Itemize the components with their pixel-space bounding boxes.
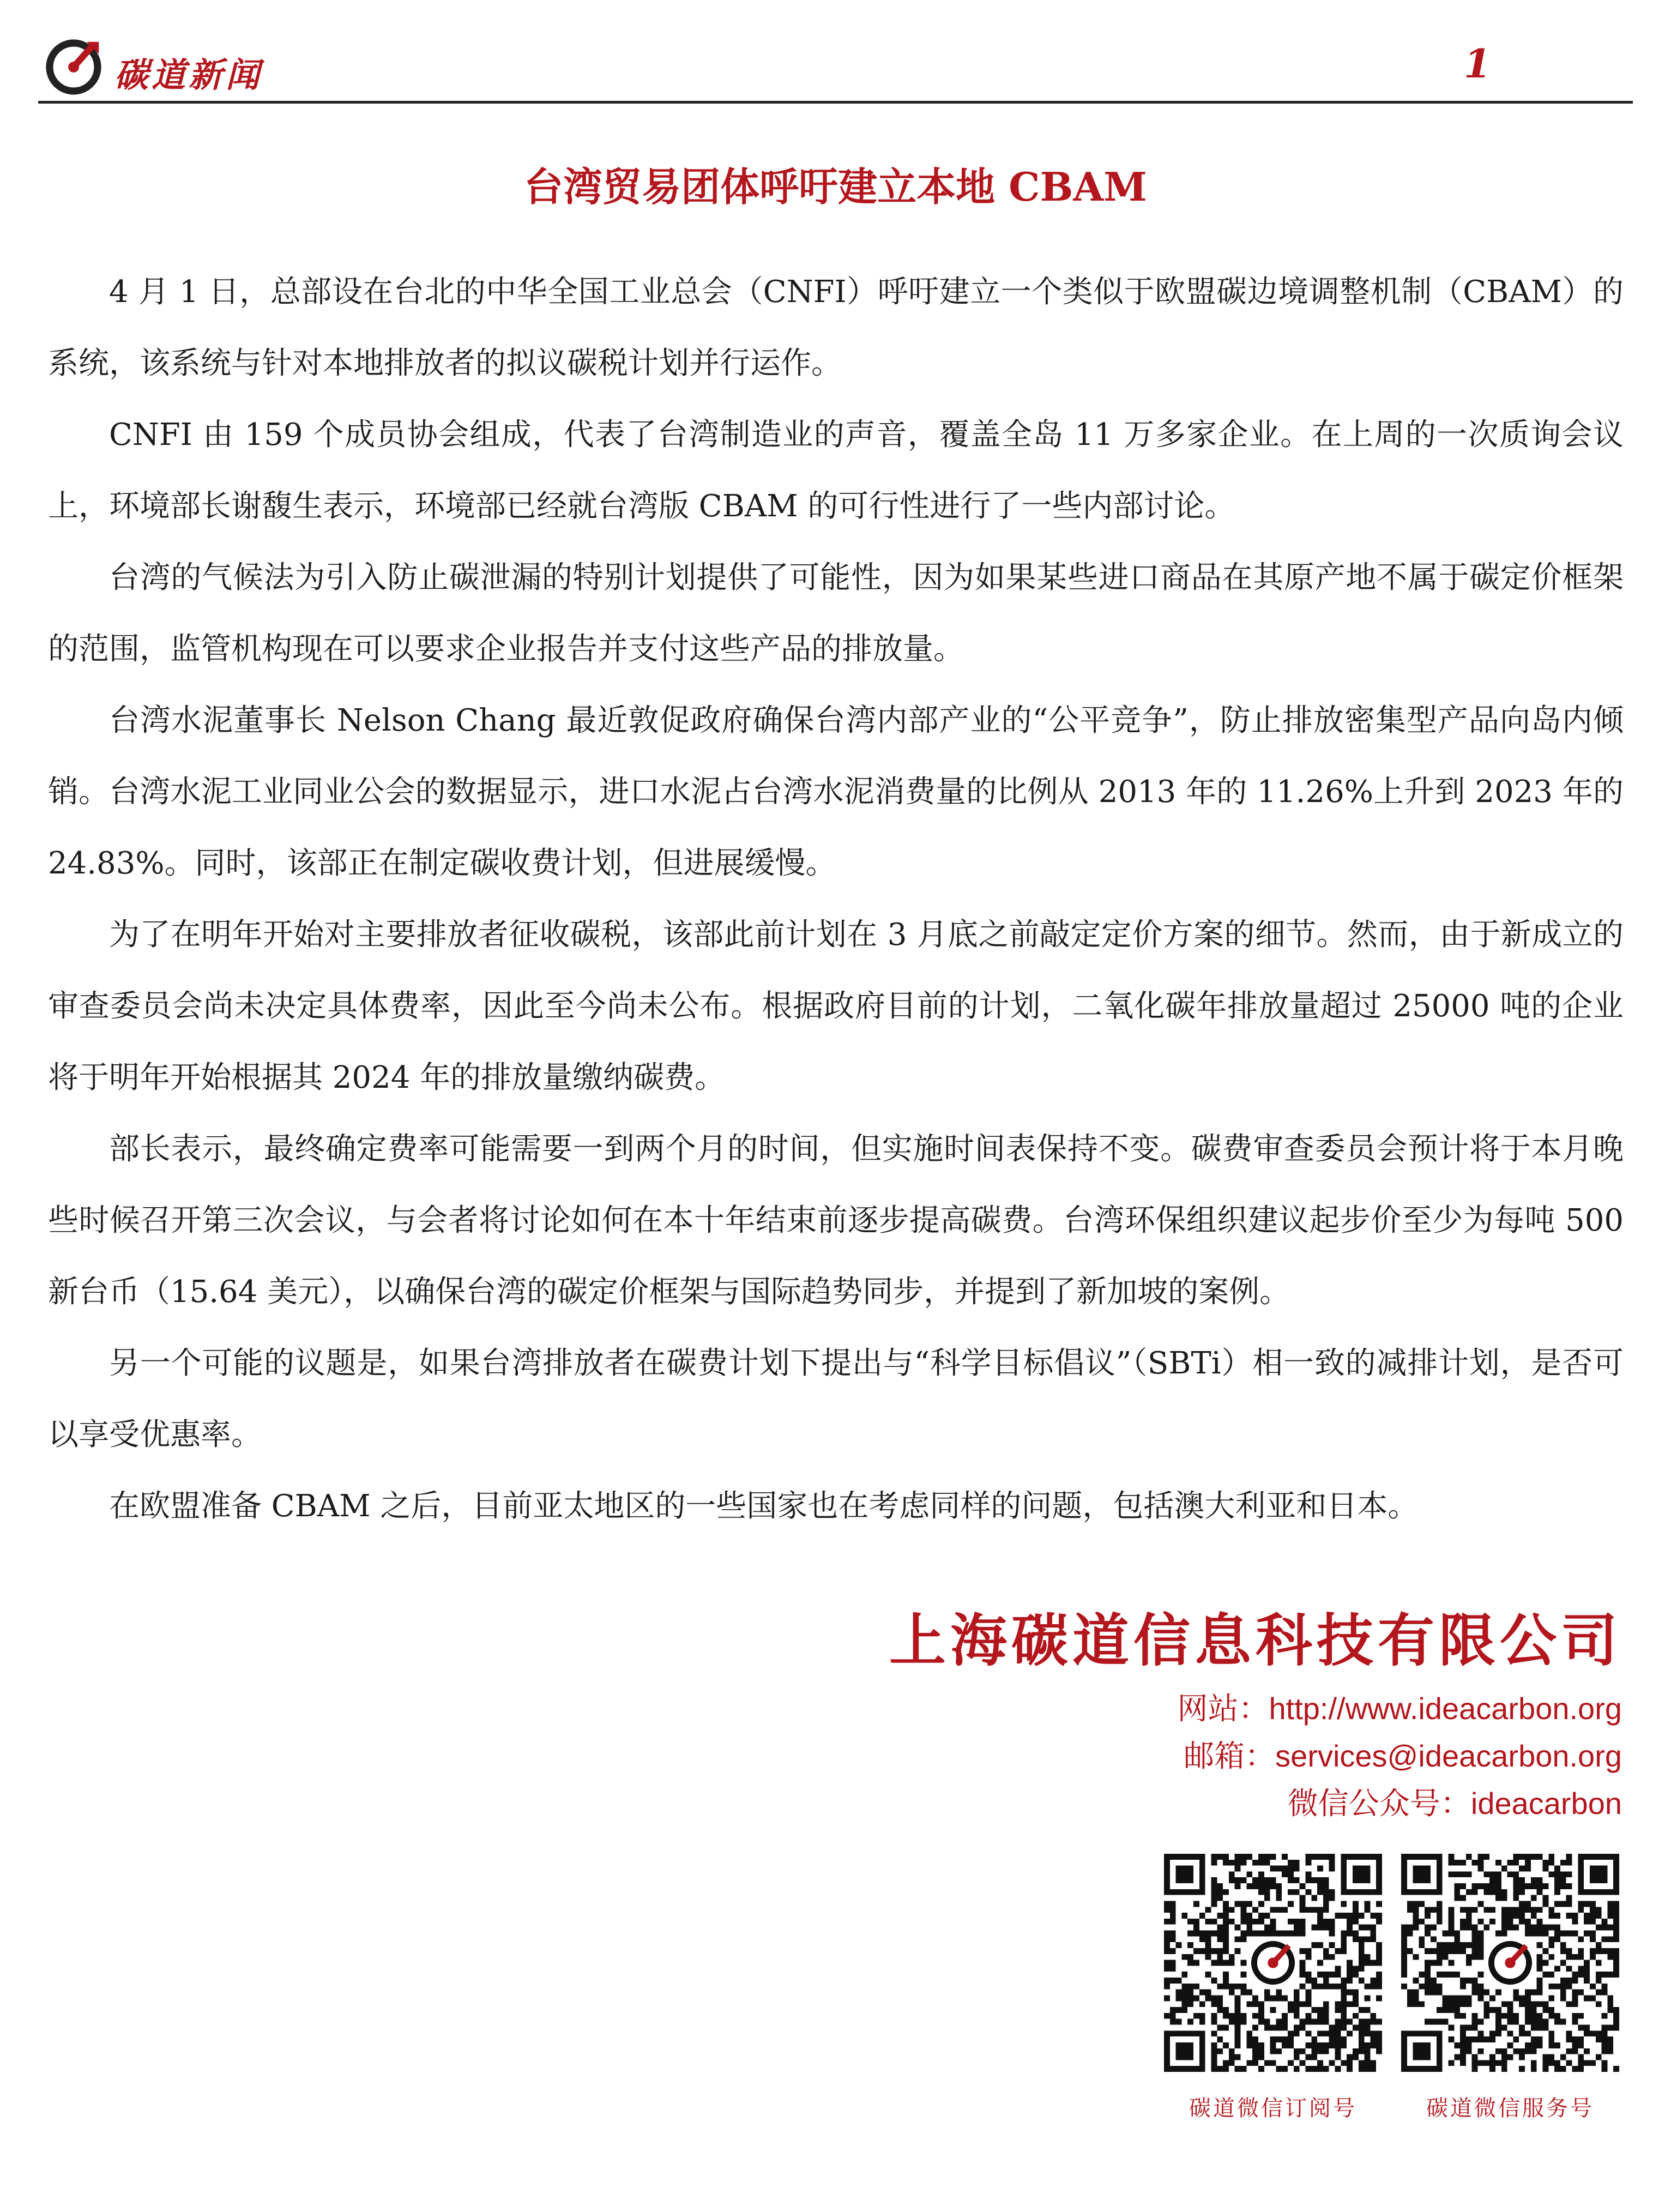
brand-title: 碳道新闻 xyxy=(114,55,263,95)
website-link[interactable]: http://www.ideacarbon.org xyxy=(1269,1691,1622,1726)
paragraph: 4 月 1 日，总部设在台北的中华全国工业总会（CNFI）呼吁建立一个类似于欧盟碳边境调整机制（CBAM）的系统，该系统与针对本地排放者的拟议碳税计划并行运作。 xyxy=(48,274,1624,381)
qr-code-icon xyxy=(1164,1854,1382,2072)
wechat-label: 微信公众号： xyxy=(1287,1786,1471,1822)
article-body xyxy=(48,256,1624,1542)
paragraph: 另一个可能的议题是，如果台湾排放者在碳费计划下提出与“科学目标倡议”（SBTi）相一致的减排计划，是否可以享受优惠率。 xyxy=(48,1346,1624,1452)
paragraph: 台湾水泥董事长 Nelson Chang 最近敦促政府确保台湾内部产业的“公平竞争”，防止排放密集型产品向岛内倾销。台湾水泥工业同业公会的数据显示，进口水泥占台湾水泥消费量的比例从 2013 年的 11.26%上升到 2023 年的 24.83%。同时，该部正在制定碳收费计划，但进展缓慢。 xyxy=(48,703,1624,881)
paragraph: CNFI 由 159 个成员协会组成，代表了台湾制造业的声音，覆盖全岛 11 万多家企业。在上周的一次质询会议上，环境部长谢馥生表示，环境部已经就台湾版 CBAM 的可行性进行了一些内部讨论。 xyxy=(48,417,1624,524)
company-name: 上海碳道信息科技有限公司 xyxy=(889,1607,1622,1674)
qr-caption-service: 碳道微信服务号 xyxy=(1426,2096,1594,2121)
email-line xyxy=(1184,1732,1622,1776)
paragraph: 为了在明年开始对主要排放者征收碳税，该部此前计划在 3 月底之前敲定定价方案的细节。然而，由于新成立的审查委员会尚未决定具体费率，因此至今尚未公布。根据政府目前的计划，二氧化碳年排放量超过 25000 吨的企业将于明年开始根据其 2024 年的排放量缴纳碳费。 xyxy=(48,917,1624,1095)
article-title: 台湾贸易团体呼吁建立本地 CBAM xyxy=(524,164,1147,210)
qr-code-icon xyxy=(1401,1854,1619,2072)
email-label: 邮箱： xyxy=(1184,1739,1276,1774)
page-header xyxy=(44,33,1622,104)
email-link[interactable]: services@ideacarbon.org xyxy=(1275,1739,1622,1773)
website-label: 网站： xyxy=(1177,1691,1269,1727)
paragraph: 台湾的气候法为引入防止碳泄漏的特别计划提供了可能性，因为如果某些进口商品在其原产地不属于碳定价框架的范围，监管机构现在可以要求企业报告并支付这些产品的排放量。 xyxy=(48,560,1624,667)
header-divider xyxy=(38,101,1633,104)
wechat-line xyxy=(1288,1780,1622,1823)
paragraph: 部长表示，最终确定费率可能需要一到两个月的时间，但实施时间表保持不变。碳费审查委员会预计将于本月晚些时候召开第三次会议，与会者将讨论如何在本十年结束前逐步提高碳费。台湾环保组织建议起步价至少为每吨 500 新台币（15.64 美元），以确保台湾的碳定价框架与国际趋势同步，并提到了新加坡的案例。 xyxy=(48,1131,1624,1310)
paragraph: 在欧盟准备 CBAM 之后，目前亚太地区的一些国家也在考虑同样的问题，包括澳大利亚和日本。 xyxy=(109,1488,1419,1524)
page-number: 1 xyxy=(1463,40,1491,87)
website-line xyxy=(1178,1685,1622,1728)
qr-caption-subscription: 碳道微信订阅号 xyxy=(1189,2096,1357,2121)
ideacarbon-logo-icon xyxy=(44,37,104,97)
wechat-id: ideacarbon xyxy=(1470,1786,1622,1821)
